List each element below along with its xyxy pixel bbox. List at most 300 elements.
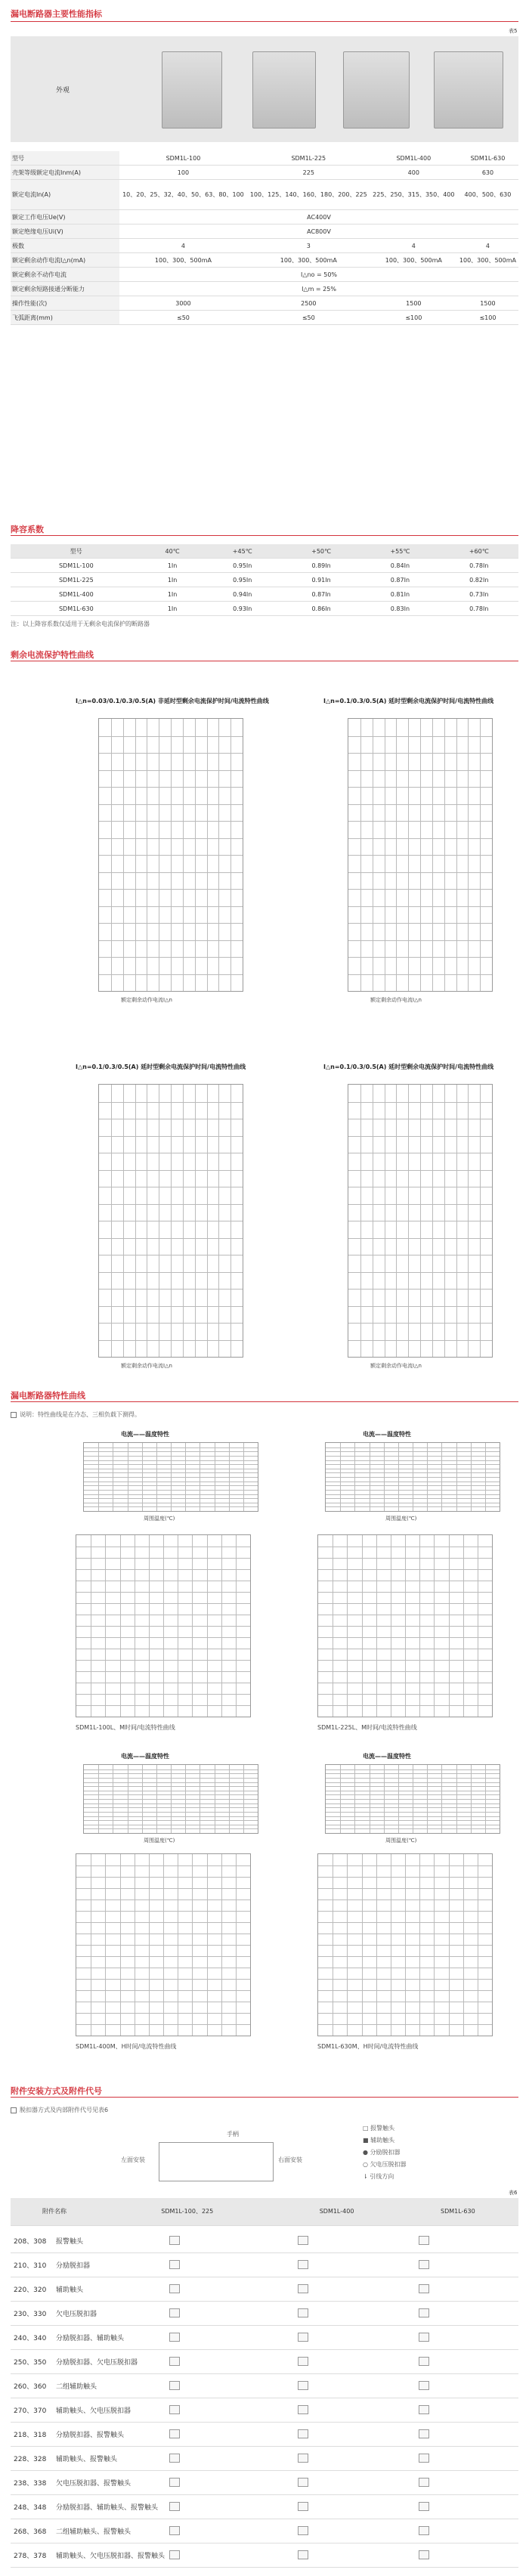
gridline [84,1786,258,1787]
gridline [326,1782,500,1783]
gridline [326,1820,500,1821]
gridline [84,1464,258,1465]
residual-chart-title-2: I△n=0.1/0.3/0.5(A) 延时型剩余电流保护时间/电流特性曲线 [323,698,494,704]
table-row [11,151,518,166]
gridline [99,1289,243,1290]
table-header [11,544,518,559]
accessory-code: 210、310 [14,2262,47,2270]
accessory-diagram-box [169,2405,180,2414]
gridline [99,838,243,839]
bullet-icon [11,1412,17,1418]
section-title-derating: 降容系数 [11,525,44,534]
accessory-diagram-box [419,2526,429,2535]
accessory-diagram-box [298,2333,308,2342]
gridline [318,1888,492,1889]
accessory-name: 辅助触头 [56,2287,84,2294]
cell: 0.91In [282,573,360,587]
gridline [99,940,243,941]
cell: SDM1L-100 [119,151,247,166]
cell: 0.87In [282,587,360,602]
gridline [76,1694,250,1695]
gridline [76,1637,250,1638]
table-row [11,253,518,268]
cell: ≤50 [247,311,370,325]
caption-2: SDM1L-225L、M时间/电流特性曲线 [317,1724,417,1731]
row-label: 型号 [11,151,119,166]
gridline [84,1477,258,1478]
cell: 630 [457,166,518,180]
gridline [99,804,243,805]
cell: 0.82In [440,573,518,587]
gridline [84,1799,258,1800]
accessory-code: 240、340 [14,2335,47,2342]
accessory-diagram-box [419,2502,429,2511]
section-title-accessory: 附件安装方式及附件代号 [11,2086,102,2096]
gridline [348,838,492,839]
accessory-diagram-box [419,2357,429,2366]
leak-note [11,1410,141,1419]
accessory-diagram-box [419,2381,429,2390]
temp-chart-4 [325,1764,500,1834]
gridline [99,753,243,754]
cell: SDM1L-630 [457,151,518,166]
cell: 10、20、25、32、40、50、63、80、100 [119,180,247,210]
accessory-diagram-box [298,2526,308,2535]
gridline [326,1778,500,1779]
chart-xlabel: 额定剩余动作电流I△n [121,997,172,1003]
gridline [326,1485,500,1486]
gridline [326,1464,500,1465]
cell: 100、125、140、160、180、200、225 [247,180,370,210]
cell: 4 [119,239,247,253]
legend-item: ● 分励脱扣器 [363,2149,401,2156]
gridline [348,753,492,754]
header-cell: 40℃ [142,544,203,559]
section-divider [11,2097,518,2098]
accessory-diagram-box [419,2260,429,2269]
section-divider [11,21,518,22]
accessory-name: 欠电压脱扣器、报警触头 [56,2480,131,2488]
cell: 0.78In [440,602,518,616]
cell: I△m = 25% [119,282,518,296]
residual-chart-1 [98,718,243,992]
accessory-diagram-box [419,2284,429,2293]
header-cell: +55℃ [360,544,439,559]
alarm-contact-icon: □ [363,2125,371,2132]
table-row [11,239,518,253]
cell: 0.78In [440,559,518,573]
cell: 0.81In [360,587,439,602]
gridline [99,974,243,975]
time-current-chart-1 [76,1534,251,1717]
section-title-leak: 漏电断路器特性曲线 [11,1391,85,1401]
left-install-label: 左面安装 [121,2156,145,2163]
accessory-diagram-box [298,2454,308,2463]
gridline [76,1626,250,1627]
accessory-diagram-box [169,2284,180,2293]
temp-chart-title-4: 电流——温度特性 [363,1753,411,1760]
gridline [84,1447,258,1448]
header-cell: 型号 [11,544,142,559]
cell: SDM1L-100 [11,559,142,573]
gridline [348,787,492,788]
gridline [318,1865,492,1866]
gridline [99,1204,243,1205]
gridline [326,1447,500,1448]
gridline [76,1671,250,1672]
gridline [318,1569,492,1570]
gridline [326,1794,500,1795]
accessory-code: 228、328 [14,2456,47,2463]
gridline [348,923,492,924]
section-divider [11,1401,518,1402]
gridline [318,1592,492,1593]
gridline [326,1498,500,1499]
aux-contact-icon: ■ [363,2137,371,2144]
header-cell: 附件名称 [11,2198,98,2225]
cell: SDM1L-630 [11,602,142,616]
gridline [318,1637,492,1638]
accessory-row [11,2301,518,2326]
gridline [348,804,492,805]
gridline [326,1769,500,1770]
temp-xlabel: 周围温度(℃) [385,1516,417,1522]
accessory-diagram-box [169,2502,180,2511]
gridline [76,1888,250,1889]
gridline [76,1877,250,1878]
gridline [99,872,243,873]
gridline [76,1990,250,1991]
gridline [326,1807,500,1808]
accessory-name: 分励脱扣器、报警触头 [56,2432,125,2439]
table-row [11,602,518,616]
gridline [348,736,492,737]
install-diagram [159,2142,274,2181]
gridline [326,1812,500,1813]
accessory-diagram-box [298,2381,308,2390]
cell: 0.95In [203,573,282,587]
accessory-row [11,2373,518,2398]
cell: ≤100 [370,311,457,325]
cell: AC400V [119,210,518,224]
gridline [318,1558,492,1559]
accessory-code: 238、338 [14,2480,47,2488]
header-cell: SDM1L-630 [398,2198,518,2225]
accessory-diagram-box [169,2381,180,2390]
gridline [84,1773,258,1774]
row-label: 额定剩余动作电流I△n(mA) [11,253,119,268]
gridline [326,1490,500,1491]
accessory-name: 分励脱扣器、辅助触头 [56,2335,125,2342]
gridline [318,1660,492,1661]
accessory-diagram-box [419,2308,429,2317]
accessory-diagram-box [298,2357,308,2366]
gridline [84,1506,258,1507]
breaker-image-630 [434,51,503,128]
table-header [11,2198,518,2225]
accessory-code: 250、350 [14,2359,47,2367]
gridline [99,855,243,856]
gridline [348,855,492,856]
gridline [326,1506,500,1507]
gridline [348,957,492,958]
gridline [348,940,492,941]
handle-label: 手柄 [227,2131,239,2138]
cell: 3 [247,239,370,253]
right-install-label: 右面安装 [278,2156,302,2163]
cell: 0.93In [203,602,282,616]
gridline [76,1865,250,1866]
gridline [84,1472,258,1473]
cell: 0.83In [360,602,439,616]
gridline [99,1136,243,1137]
gridline [326,1477,500,1478]
row-label: 额定工作电压Ue(V) [11,210,119,224]
header-cell: +45℃ [203,544,282,559]
derating-note: 注：以上降容系数仅适用于无剩余电流保护的断路器 [11,621,150,627]
cell: I△no = 50% [119,268,518,282]
accessory-code: 270、370 [14,2407,47,2415]
gridline [76,1592,250,1593]
gridline [76,1979,250,1980]
accessory-row [11,2446,518,2471]
accessory-note-text: 脱扣器方式及内部附件代号见表6 [20,2107,109,2113]
section-title-params: 漏电断路器主要性能指标 [11,9,102,19]
cell: AC800V [119,224,518,239]
chart-xlabel: 额定剩余动作电流I△n [121,1363,172,1369]
accessory-diagram-box [419,2454,429,2463]
chart-xlabel: 额定剩余动作电流I△n [370,997,422,1003]
gridline [318,1671,492,1672]
cell: 0.87In [360,573,439,587]
params-table [11,151,518,325]
accessory-diagram-box [169,2478,180,2487]
lead-direction-icon: ⇂ [363,2173,370,2180]
derating-table [11,544,518,616]
table-number: 表5 [509,28,518,34]
gridline [84,1485,258,1486]
gridline [84,1812,258,1813]
gridline [76,2013,250,2014]
row-label: 飞弧距离(mm) [11,311,119,325]
leak-note-text: 说明：特性曲线是在冷态、三相负载下测得。 [20,1411,141,1418]
cell: 400、500、630 [457,180,518,210]
chart-xlabel: 额定剩余动作电流I△n [370,1363,422,1369]
table-row [11,296,518,311]
gridline [84,1456,258,1457]
breaker-image-100 [162,51,222,128]
gridline [99,957,243,958]
caption-4: SDM1L-630M、H时间/电流特性曲线 [317,2043,419,2050]
gridline [76,1922,250,1923]
residual-chart-title-4: I△n=0.1/0.3/0.5(A) 延时型剩余电流保护时间/电流特性曲线 [323,1064,494,1070]
row-label: 壳架等级额定电流Inm(A) [11,166,119,180]
accessory-diagram-box [169,2454,180,2463]
accessory-code: 208、308 [14,2238,47,2246]
accessory-diagram-box [419,2429,429,2438]
accessory-note [11,2106,108,2114]
gridline [76,1945,250,1946]
row-label: 操作性能(次) [11,296,119,311]
accessory-name: 分励脱扣器、欠电压脱扣器 [56,2359,138,2367]
gridline [84,1816,258,1817]
accessory-row [11,2349,518,2374]
accessory-code: 218、318 [14,2432,47,2439]
gridline [318,1626,492,1627]
gridline [348,889,492,890]
accessory-name: 辅助触头、报警触头 [56,2456,118,2463]
accessory-row [11,2494,518,2519]
gridline [348,1136,492,1137]
cell: 0.94In [203,587,282,602]
gridline [318,1945,492,1946]
accessory-row [11,2398,518,2423]
cell: 4 [457,239,518,253]
cell: SDM1L-400 [370,151,457,166]
gridline [318,1694,492,1695]
accessory-name: 二组辅助触头 [56,2383,97,2391]
section-divider [11,535,518,536]
residual-chart-3 [98,1084,243,1358]
accessory-diagram-box [169,2550,180,2559]
table-row [11,210,518,224]
cell: 100、300、500mA [247,253,370,268]
accessory-diagram-box [298,2260,308,2269]
gridline [84,1490,258,1491]
cell: 100 [119,166,247,180]
gridline [76,1558,250,1559]
accessory-diagram-box [169,2308,180,2317]
gridline [84,1794,258,1795]
gridline [348,1272,492,1273]
accessory-diagram-box [298,2429,308,2438]
bullet-icon [11,2107,17,2113]
gridline [318,1990,492,1991]
cell: ≤100 [457,311,518,325]
accessory-row [11,2470,518,2495]
gridline [318,1956,492,1957]
section-title-residual: 剩余电流保护特性曲线 [11,650,94,660]
legend-item: □ 报警触头 [363,2125,395,2132]
accessory-table [11,2198,518,2226]
gridline [76,1899,250,1900]
gridline [326,1460,500,1461]
gridline [348,1238,492,1239]
gridline [318,1705,492,1706]
legend-item: ⇂ 引线方向 [363,2173,394,2180]
gridline [99,1170,243,1171]
gridline [318,1899,492,1900]
accessory-diagram-box [419,2333,429,2342]
gridline [318,1979,492,1980]
accessory-name: 辅助触头、欠电压脱扣器 [56,2407,131,2415]
cell: 0.89In [282,559,360,573]
appearance-row [11,36,518,142]
temp-chart-3 [83,1764,258,1834]
accessory-row [11,2277,518,2302]
table-row [11,573,518,587]
header-cell: +60℃ [440,544,518,559]
time-current-chart-4 [317,1853,493,2036]
gridline [84,1769,258,1770]
gridline [348,872,492,873]
gridline [326,1472,500,1473]
cell: 100、300、500mA [457,253,518,268]
accessory-diagram-box [298,2308,308,2317]
temp-chart-title-2: 电流——温度特性 [363,1431,411,1438]
gridline [348,906,492,907]
accessory-diagram-box [169,2333,180,2342]
residual-chart-2 [348,718,493,992]
cell: 1In [142,573,203,587]
accessory-code: 260、360 [14,2383,47,2391]
gridline [326,1786,500,1787]
gridline [348,974,492,975]
table-row [11,587,518,602]
accessory-diagram-box [169,2357,180,2366]
caption-3: SDM1L-400M、H时间/电流特性曲线 [76,2043,177,2050]
gridline [99,1306,243,1307]
table-row [11,180,518,210]
residual-chart-title-3: I△n=0.1/0.3/0.5(A) 延时型剩余电流保护时间/电流特性曲线 [76,1064,246,1070]
table-row [11,268,518,282]
gridline [99,1102,243,1103]
accessory-diagram-box [419,2236,429,2245]
header-cell: +50℃ [282,544,360,559]
gridline [99,1323,243,1324]
accessory-row [11,2252,518,2277]
header-cell: SDM1L-400 [276,2198,397,2225]
breaker-image-225 [252,51,316,128]
temp-chart-title-1: 电流——温度特性 [121,1431,169,1438]
gridline [99,1238,243,1239]
table-number: 表6 [509,2190,518,2196]
cell: 225 [247,166,370,180]
caption-1: SDM1L-100L、M时间/电流特性曲线 [76,1724,175,1731]
gridline [99,770,243,771]
gridline [318,2024,492,2025]
table-row [11,224,518,239]
cell: 0.84In [360,559,439,573]
gridline [348,1289,492,1290]
gridline [326,1828,500,1829]
gridline [318,1603,492,1604]
accessory-diagram-box [419,2478,429,2487]
table-row [11,311,518,325]
gridline [99,923,243,924]
accessory-diagram-box [169,2429,180,2438]
gridline [84,1828,258,1829]
cell: SDM1L-225 [11,573,142,587]
accessory-diagram-box [298,2502,308,2511]
gridline [318,1911,492,1912]
gridline [76,1603,250,1604]
cell: 3000 [119,296,247,311]
accessory-diagram-box [169,2526,180,2535]
gridline [99,787,243,788]
temp-xlabel: 周围温度(℃) [385,1838,417,1844]
accessory-row [11,2422,518,2447]
gridline [84,1820,258,1821]
accessory-diagram-box [169,2236,180,2245]
accessory-name: 二组辅助触头、报警触头 [56,2528,131,2536]
accessory-diagram-box [298,2284,308,2293]
accessory-name: 分励脱扣器 [56,2262,91,2270]
cell: 400 [370,166,457,180]
gridline [326,1494,500,1495]
gridline [76,1660,250,1661]
cell: 1500 [370,296,457,311]
